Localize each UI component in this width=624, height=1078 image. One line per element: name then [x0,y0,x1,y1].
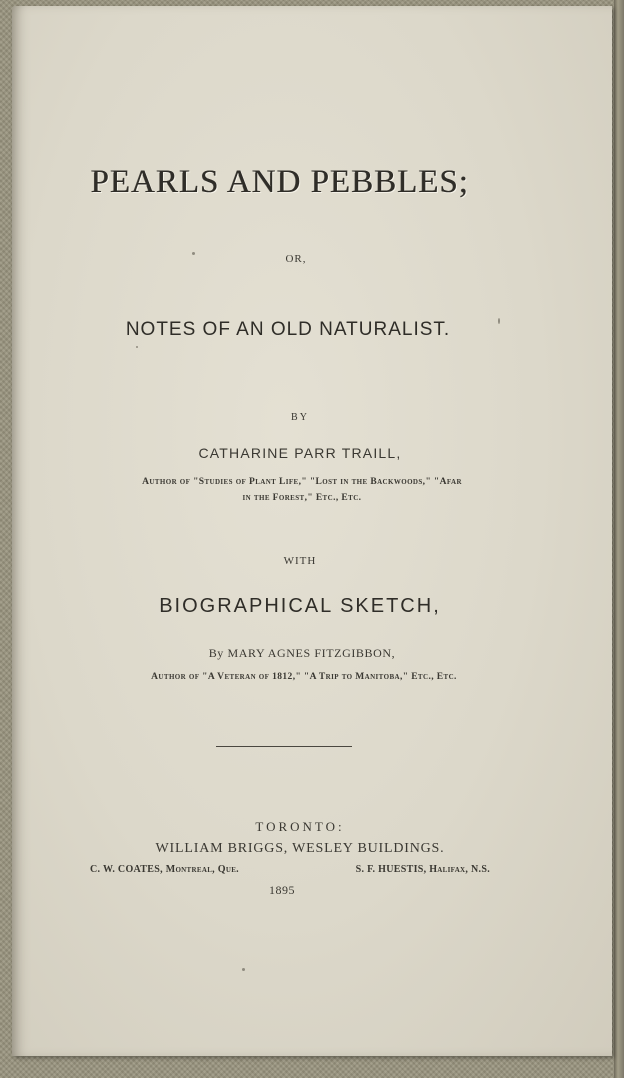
biography-author-works: Author of "A Veteran of 1812," "A Trip to Manitoba," Etc., Etc. [151,672,457,682]
imprint-agents [90,864,490,875]
book-cover-edge [614,0,624,1078]
divider-rule [216,746,352,747]
author-works-line-2: in the Forest," Etc., Etc. [242,493,362,503]
imprint-publisher: WILLIAM BRIGGS, WESLEY BUILDINGS. [155,841,445,856]
title-page [12,6,612,1056]
book-title: PEARLS AND PEBBLES; [90,164,470,200]
biography-heading: BIOGRAPHICAL SKETCH, [159,595,441,617]
with-line: WITH [283,555,317,567]
biography-author: By MARY AGNES FITZGIBBON, [208,646,396,660]
book-subtitle: NOTES OF AN OLD NATURALIST. [125,319,451,340]
imprint-agent-montreal: C. W. COATES, Montreal, Que. [90,864,239,875]
by-line: BY [291,412,309,423]
author-works-line-1: Author of "Studies of Plant Life," "Lost in the Backwoods," "Afar [142,477,462,487]
author-works [2,474,602,506]
title-connector: OR, [285,253,307,265]
imprint-agent-halifax: S. F. HUESTIS, Halifax, N.S. [355,864,490,875]
imprint-year: 1895 [269,883,295,897]
author-name: CATHARINE PARR TRAILL, [198,445,402,461]
paper-speck [242,968,245,971]
paper-speck [136,346,138,348]
imprint-city: TORONTO: [255,819,345,834]
